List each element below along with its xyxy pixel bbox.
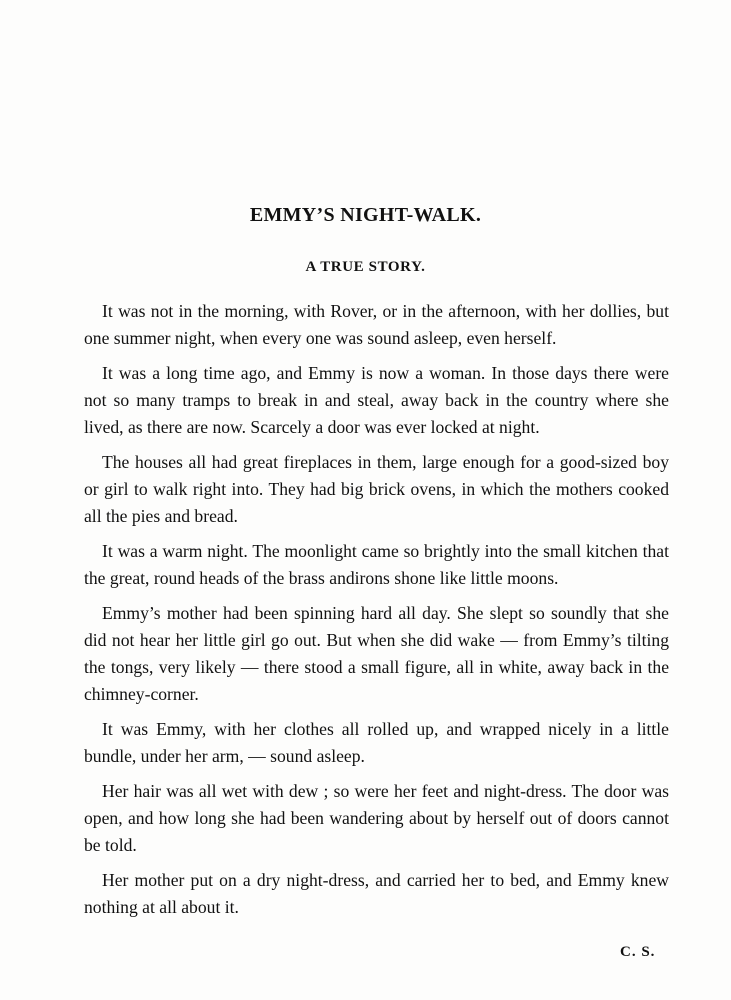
author-initials: C. S. [620, 944, 656, 960]
paragraph-8: Her mother put on a dry night-dress, and carried her to bed, and Emmy knew nothing at all about it. [84, 870, 669, 917]
paragraph-6: It was Emmy, with her clothes all rolled up, and wrapped nicely in a little bundle, under her arm, — sound asleep. [84, 719, 669, 766]
story-title: EMMY’S NIGHT-WALK. [249, 204, 482, 226]
paragraph-3: The houses all had great fireplaces in them, large enough for a good-sized boy or girl to walk right into. They had big brick ovens, in which the mothers cooked all the pies and bread. [84, 452, 669, 526]
paragraph-5: Emmy’s mother had been spinning hard all day. She slept so soundly that she did not hear her little girl go out. But when she did wake — from Emmy’s tilting the tongs, very likely — there stood a small figure, all in white, away back in the chimney-corner. [84, 603, 669, 704]
paragraph-4: It was a warm night. The moonlight came so brightly into the small kitchen that the great, round heads of the brass andirons shone like little moons. [84, 541, 669, 588]
story-subtitle: A TRUE STORY. [305, 259, 426, 275]
paragraph-7: Her hair was all wet with dew ; so were her feet and night-dress. The door was open, and how long she had been wandering about by herself out of doors cannot be told. [84, 781, 669, 855]
story-body [84, 298, 669, 929]
paragraph-2: It was a long time ago, and Emmy is now a woman. In those days there were not so many tramps to break in and steal, away back in the country where she lived, as there are now. Scarcely a door was ever locked at night. [84, 363, 669, 437]
paragraph-1: It was not in the morning, with Rover, or in the afternoon, with her dollies, but one summer night, when every one was sound asleep, even herself. [84, 301, 669, 348]
